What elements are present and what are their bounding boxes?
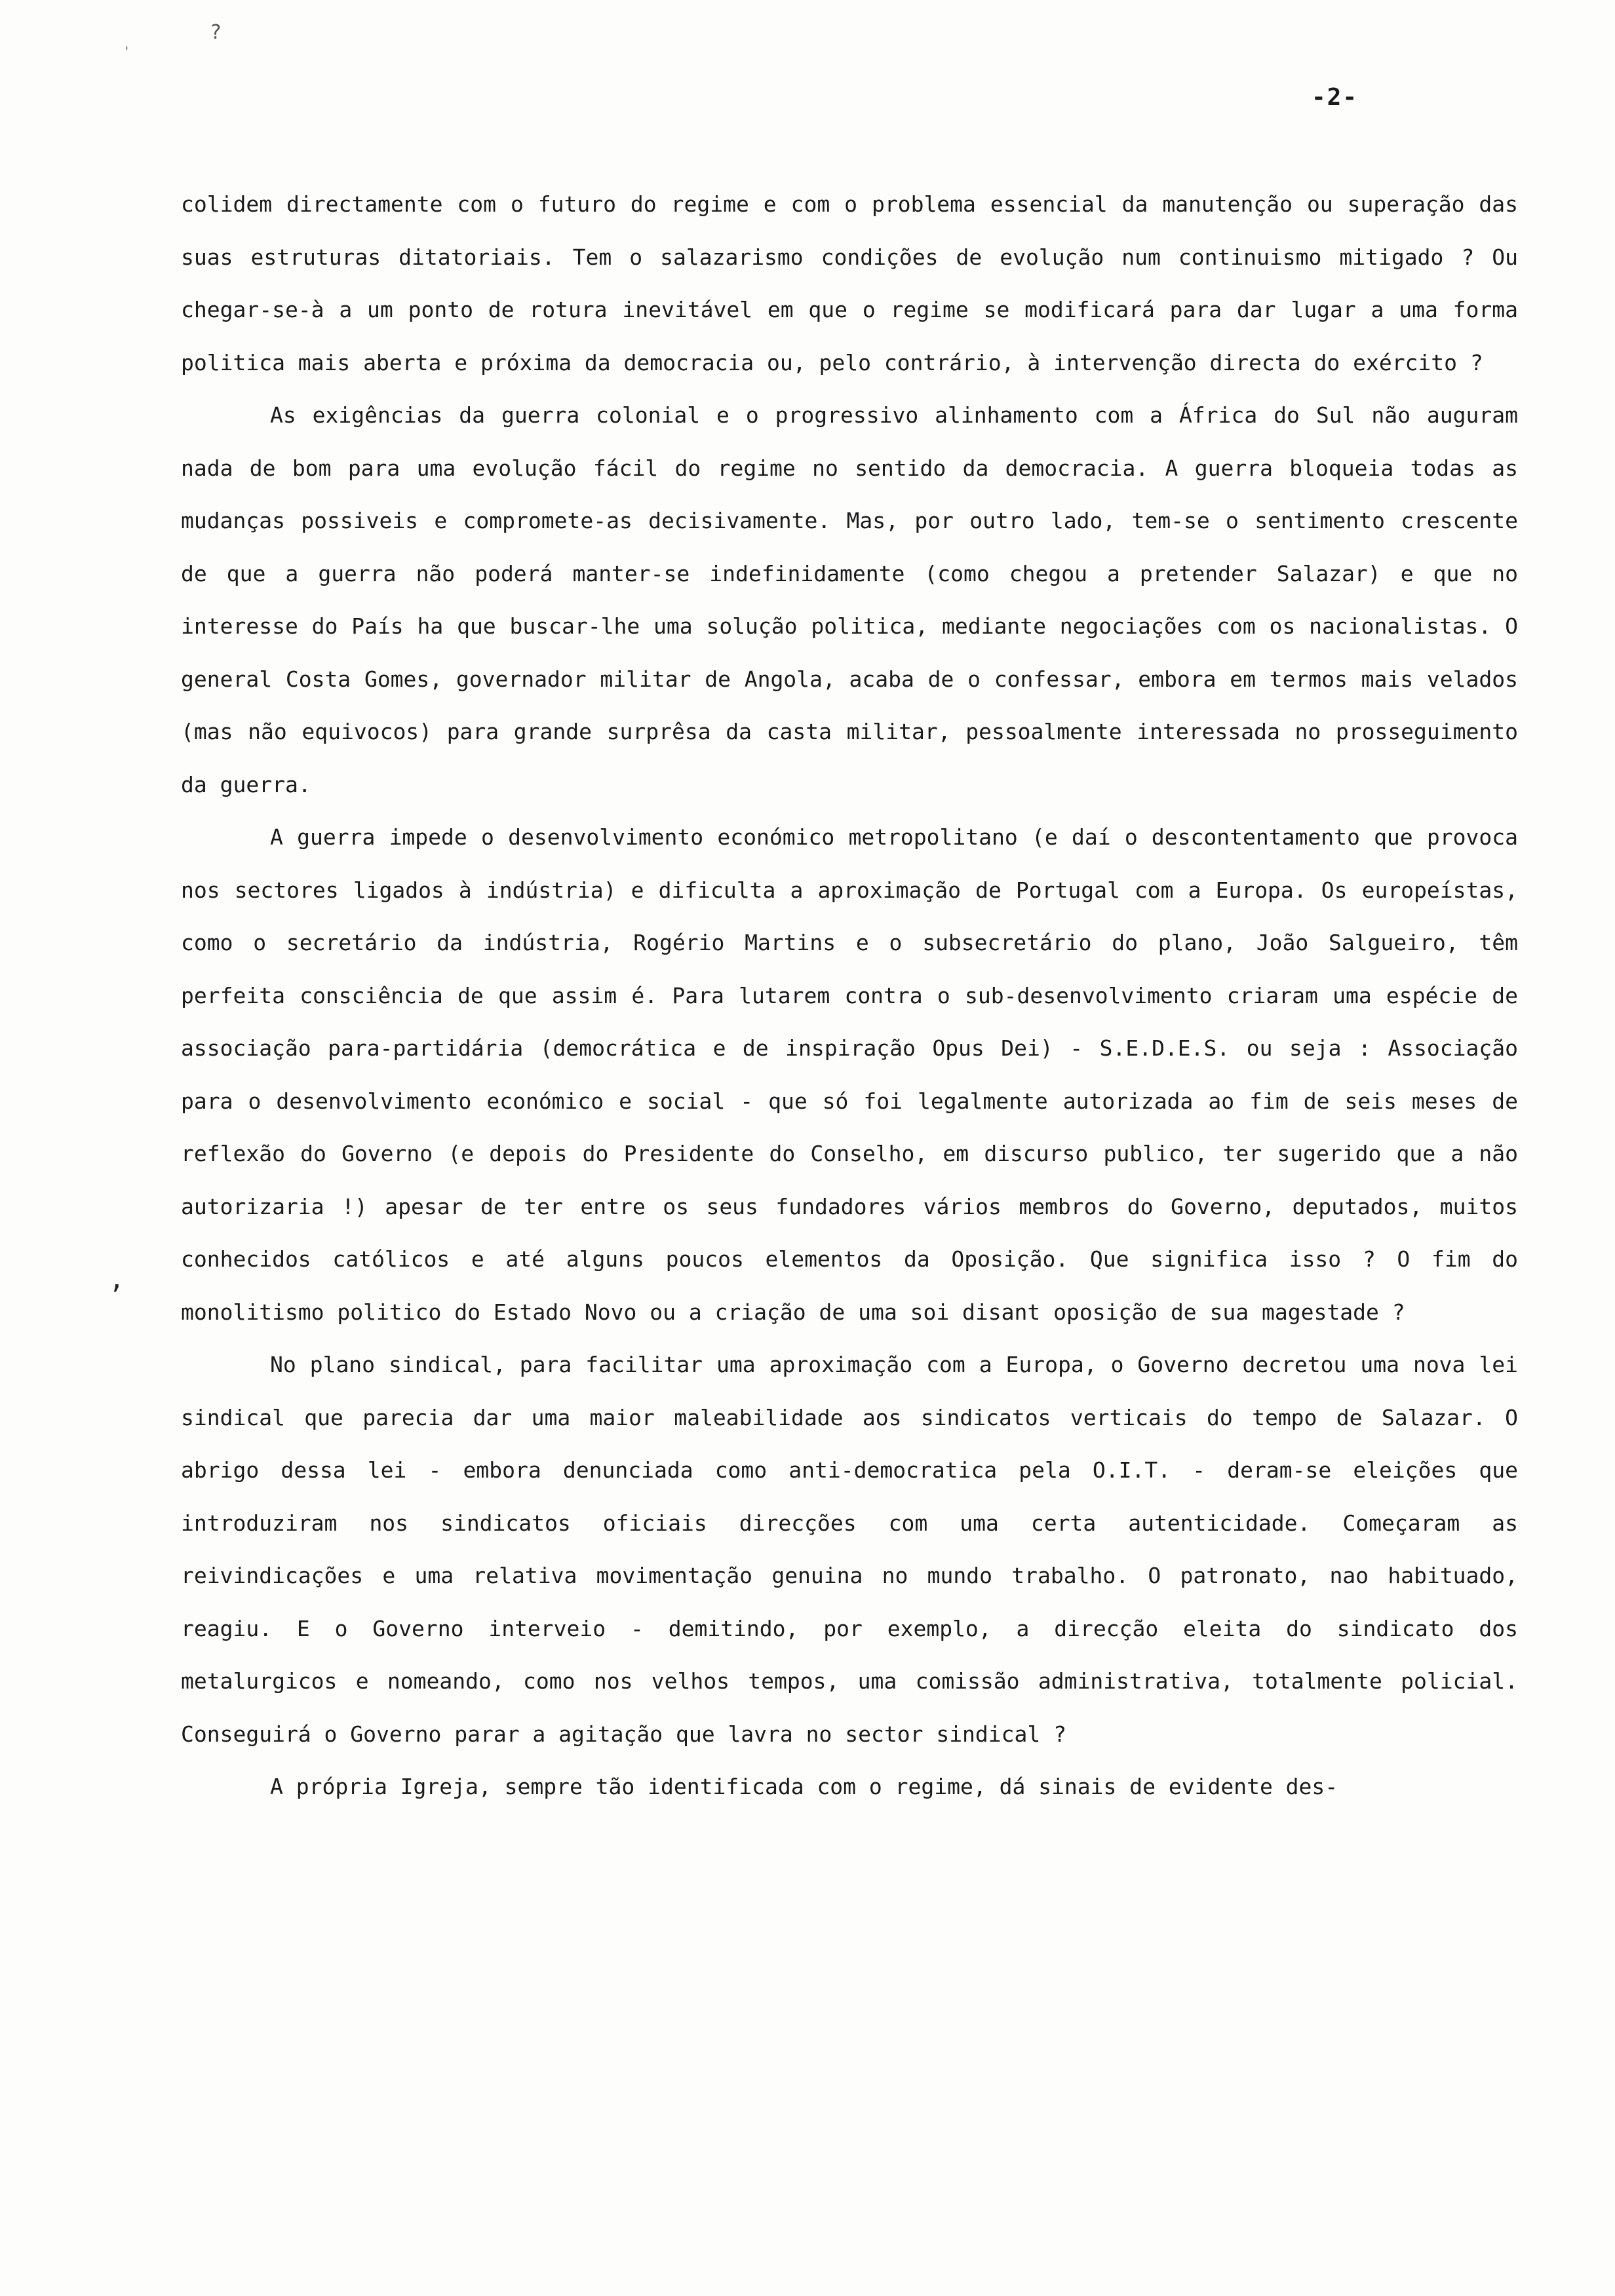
paragraph-economic-development: A guerra impede o desenvolvimento económico metropolitano (e daí o descontentamento que provoca nos sectores ligados à indústria) e dificulta a aproximação de Portugal com a Europa. Os europeístas, como o secretário da indústria, Rogério Martins e o subsecretário do plano, João Salgueiro, têm perfeita consciência de que assim é. Para lutarem contra o sub-desenvolvimento criaram uma espécie de associação para-partidária (democrática e de inspiração Opus Dei) - S.E.D.E.S. ou seja : Associação para o desenvolvimento económico e social - que só foi legalmente autorizada ao fim de seis meses de reflexão do Governo (e depois do Presidente do Conselho, em discurso publico, ter sugerido que a não autorizaria !) apesar de ter entre os seus fundadores vários membros do Governo, deputados, muitos conhecidos católicos e até alguns poucos elementos da Oposição. Que significa isso ? O fim do monolitismo politico do Estado Novo ou a criação de uma soi disant oposição de sua magestade ?: [181, 824, 1518, 1325]
margin-question-mark: ?: [210, 21, 222, 44]
typed-body-text: [181, 178, 1518, 1814]
paragraph-colonial-war: As exigências da guerra colonial e o progressivo alinhamento com a África do Sul não auguram nada de bom para uma evolução fácil do regime no sentido da democracia. A guerra bloqueia todas as mudanças possiveis e compromete-as decisivamente. Mas, por outro lado, tem-se o sentimento crescente de que a guerra não poderá manter-se indefinidamente (como chegou a pretender Salazar) e que no interesse do País ha que buscar-lhe uma solução politica, mediante negociações com os nacionalistas. O general Costa Gomes, governador militar de Angola, acaba de o confessar, embora em termos mais velados (mas não equivocos) para grande surprêsa da casta militar, pessoalmente interessada no prosseguimento da guerra.: [181, 402, 1518, 797]
page-number: -2-: [1311, 84, 1358, 111]
paragraph-church: A própria Igreja, sempre tão identificada com o regime, dá sinais de evidente des-: [270, 1774, 1338, 1799]
margin-speck: ': [123, 45, 130, 58]
paragraph-regime-future: colidem directamente com o futuro do regime e com o problema essencial da manutenção ou superação das suas estruturas ditatoriais. Tem o salazarismo condições de evolução num continuismo mitigado ? Ou chegar-se-à a um ponto de rotura inevitável em que o regime se modificará para dar lugar a uma forma politica mais aberta e próxima da democracia ou, pelo contrário, à intervenção directa do exército ?: [181, 191, 1518, 375]
paragraph-syndical-plan: No plano sindical, para facilitar uma aproximação com a Europa, o Governo decretou uma nova lei sindical que parecia dar uma maior maleabilidade aos sindicatos verticais do tempo de Salazar. O abrigo dessa lei - embora denunciada como anti-democratica pela O.I.T. - deram-se eleições que introduziram nos sindicatos oficiais direcções com uma certa autenticidade. Começaram as reivindicações e uma relativa movimentação genuina no mundo trabalho. O patronato, nao habituado, reagiu. E o Governo interveio - demitindo, por exemplo, a direcção eleita do sindicato dos metalurgicos e nomeando, como nos velhos tempos, uma comissão administrativa, totalmente policial. Conseguirá o Governo parar a agitação que lavra no sector sindical ?: [181, 1352, 1518, 1747]
margin-tick-mark: ,: [109, 1265, 125, 1295]
